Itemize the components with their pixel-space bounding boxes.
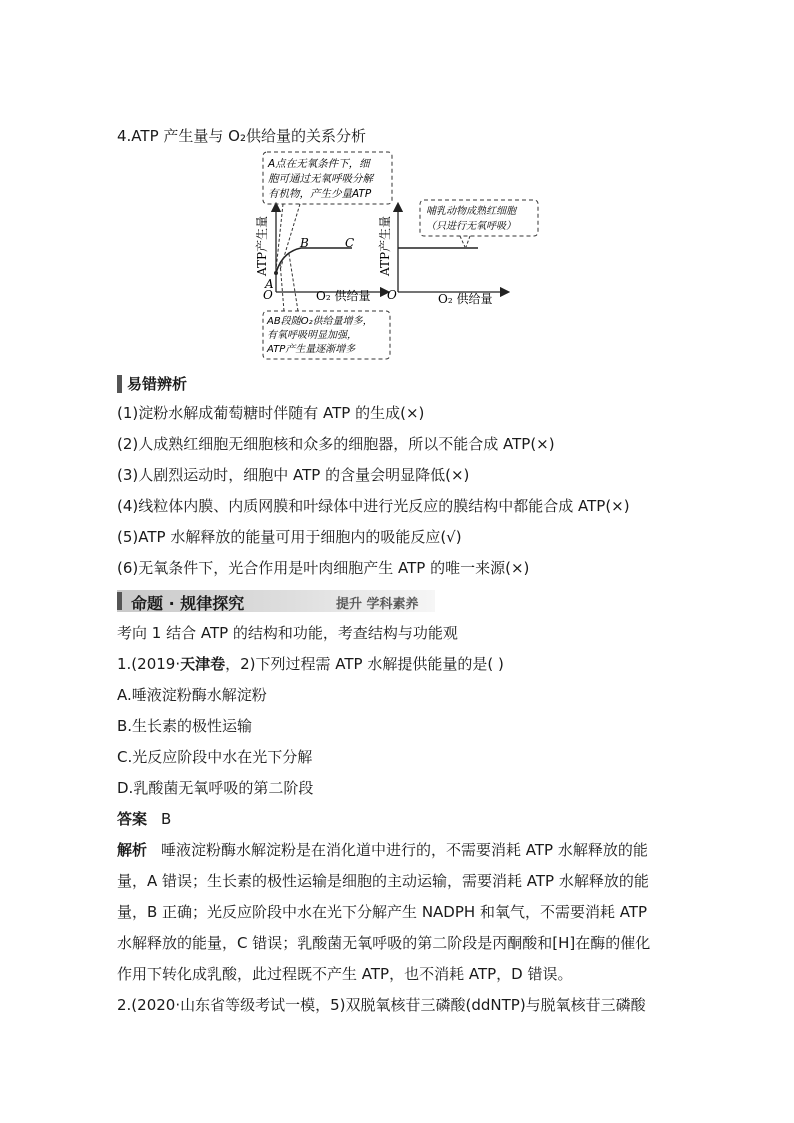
easy-error-item-3: (3)人剧烈运动时，细胞中 ATP 的含量会明显降低(×) — [117, 466, 470, 484]
left-y-label: ATP产生量 — [255, 215, 269, 276]
direction-1: 考向 1 结合 ATP 的结构和功能，考查结构与功能观 — [117, 624, 458, 642]
q1-option-b: B.生长素的极性运输 — [117, 717, 253, 735]
note-A-line2: 胞可通过无氧呼吸分解 — [268, 173, 373, 185]
easy-error-item-2: (2)人成熟红细胞无细胞核和众多的细胞器，所以不能合成 ATP(×) — [117, 435, 555, 453]
section-title: 4.ATP 产生量与 O₂供给量的关系分析 — [117, 127, 366, 145]
q1-answer — [117, 809, 171, 829]
analysis-text-1: 唾液淀粉酶水解淀粉是在消化道中进行的，不需要消耗 ATP 水解释放的能 — [161, 841, 648, 859]
note-right-box — [420, 200, 538, 236]
note-right-line2: （只进行无氧呼吸） — [426, 221, 516, 232]
right-origin: O — [387, 288, 397, 302]
easy-errors-title: 易错辨析 — [127, 375, 188, 393]
analysis-label: 解析 — [117, 841, 148, 859]
note-AB-line1: AB段随O₂供给量增多， — [267, 316, 373, 327]
point-C-label: C — [345, 236, 355, 250]
note-A-box — [263, 152, 392, 204]
q1-option-c: C.光反应阶段中水在光下分解 — [117, 748, 313, 766]
q1-stem-prefix: 1.(2019· — [117, 655, 181, 673]
point-B-label: B — [300, 236, 309, 250]
note-AB-box — [263, 311, 390, 359]
answer-value: B — [161, 810, 172, 828]
easy-error-item-6: (6)无氧条件下，光合作用是叶肉细胞产生 ATP 的唯一来源(×) — [117, 559, 530, 577]
q2-stem: 2.(2020·山东省等级考试一模，5)双脱氧核苷三磷酸(ddNTP)与脱氧核苷三磷酸 — [117, 996, 646, 1014]
banner-subtitle: 提升 学科素养 — [336, 597, 419, 612]
q1-stem-source: 天津卷 — [180, 655, 226, 673]
q1-analysis-line-1 — [117, 840, 648, 860]
note-right-line1: 哺乳动物成熟红细胞 — [426, 206, 516, 217]
easy-errors-header — [117, 373, 187, 394]
banner-title: 命题 · 规律探究 — [131, 594, 245, 613]
q1-analysis-line-5: 作用下转化成乳酸，此过程既不产生 ATP，也不消耗 ATP，D 错误。 — [117, 965, 573, 983]
note-A-pointer-1 — [276, 204, 283, 270]
note-AB-line2: 有氧呼吸明显加强， — [267, 330, 357, 341]
q1-analysis-line-4: 水解释放的能量，C 错误；乳酸菌无氧呼吸的第二阶段是丙酮酸和[H]在酶的催化 — [117, 934, 651, 952]
right-y-label: ATP产生量 — [378, 215, 392, 276]
q1-option-a: A.唾液淀粉酶水解淀粉 — [117, 686, 267, 704]
left-curve — [276, 248, 352, 273]
note-right-pointer-2 — [466, 236, 470, 247]
note-AB-pointer-2 — [289, 254, 298, 311]
banner-marker — [117, 592, 122, 610]
q1-option-d: D.乳酸菌无氧呼吸的第二阶段 — [117, 779, 314, 797]
header-marker — [117, 375, 122, 393]
note-right-pointer-1 — [460, 236, 465, 247]
easy-error-item-5: (5)ATP 水解释放的能量可用于细胞内的吸能反应(√) — [117, 528, 462, 546]
answer-label: 答案 — [117, 810, 148, 828]
left-origin: O — [263, 288, 273, 302]
easy-error-item-1: (1)淀粉水解成葡萄糖时伴随有 ATP 的生成(×) — [117, 404, 425, 422]
section-banner — [117, 590, 435, 612]
note-A-pointer-2 — [280, 204, 300, 270]
q1-stem-suffix: ，2)下列过程需 ATP 水解提供能量的是( ) — [225, 655, 504, 673]
easy-error-item-4: (4)线粒体内膜、内质网膜和叶绿体中进行光反应的膜结构中都能合成 ATP(×) — [117, 497, 630, 515]
note-A-line3: 有机物，产生少量ATP — [268, 188, 372, 200]
left-x-label: O₂ 供给量 — [316, 289, 371, 303]
right-x-label: O₂ 供给量 — [438, 292, 493, 306]
point-A-label: A — [265, 277, 274, 291]
note-AB-pointer-1 — [280, 262, 284, 311]
note-AB-line3: ATP产生量逐渐增多 — [267, 344, 356, 355]
note-A-line1: A点在无氧条件下，细 — [268, 158, 370, 170]
q1-analysis-line-2: 量，A 错误；生长素的极性运输是细胞的主动运输，需要消耗 ATP 水解释放的能 — [117, 872, 649, 890]
q1-stem — [117, 654, 504, 674]
q1-analysis-line-3: 量，B 正确；光反应阶段中水在光下分解产生 NADPH 和氧气，不需要消耗 ATP — [117, 903, 648, 921]
point-A — [274, 271, 278, 275]
